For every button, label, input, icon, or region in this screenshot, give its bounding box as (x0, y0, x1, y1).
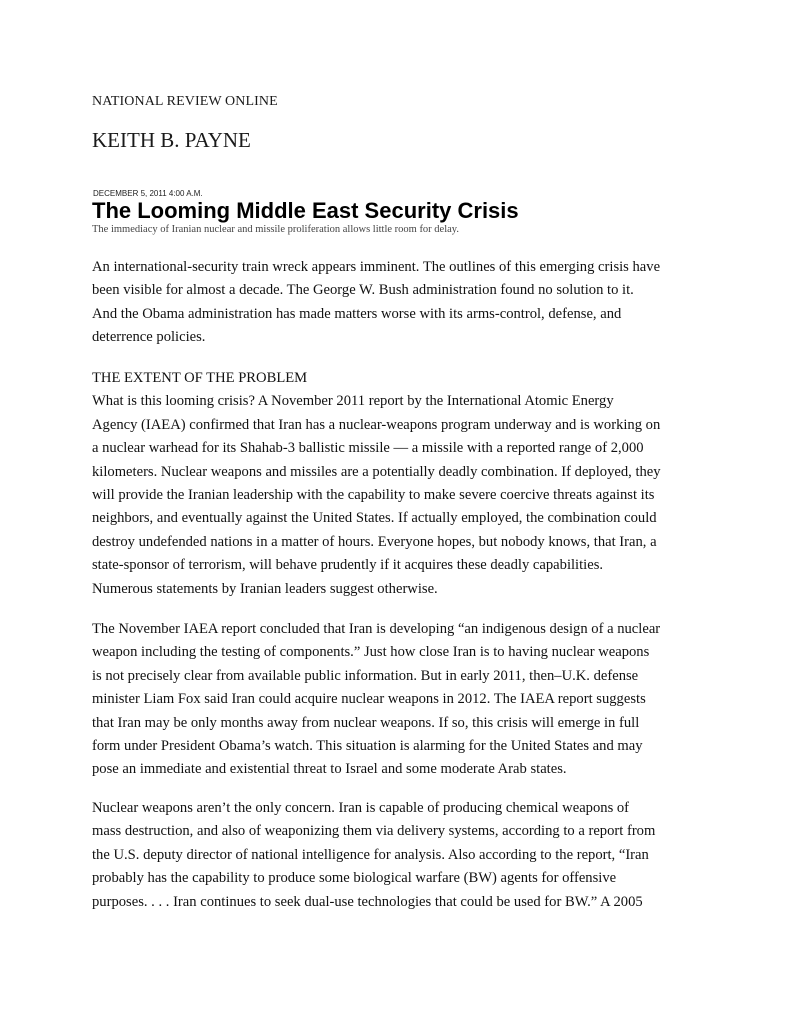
text-line: the U.S. deputy director of national intelligence for analysis. Also according to the report, “Iran (92, 846, 649, 863)
paragraph-iaea-report (92, 618, 712, 782)
text-line: neighbors, and eventually against the United States. If actually employed, the combination could (92, 510, 657, 527)
article-deck: The immediacy of Iranian nuclear and missile proliferation allows little room for delay. (92, 224, 459, 235)
text-line: minister Liam Fox said Iran could acquire nuclear weapons in 2012. The IAEA report suggests (92, 691, 646, 708)
text-line: pose an immediate and existential threat to Israel and some moderate Arab states. (92, 761, 567, 778)
text-line: that Iran may be only months away from nuclear weapons. If so, this crisis will emerge in full (92, 714, 640, 731)
text-line: purposes. . . . Iran continues to seek dual-use technologies that could be used for BW.” A 2005 (92, 893, 643, 910)
text-line: Agency (IAEA) confirmed that Iran has a nuclear-weapons program underway and is working on (92, 416, 661, 433)
text-line: And the Obama administration has made matters worse with its arms-control, defense, and (92, 305, 622, 322)
text-line: destroy undefended nations in a matter of hours. Everyone hopes, but nobody knows, that Iran, a (92, 533, 657, 550)
text-line: What is this looming crisis? A November 2011 report by the International Atomic Energy (92, 393, 614, 410)
article-headline: The Looming Middle East Security Crisis (92, 198, 519, 223)
text-line: deterrence policies. (92, 329, 206, 346)
text-line: weapon including the testing of components.” Just how close Iran is to having nuclear weapons (92, 644, 650, 661)
text-line: form under President Obama’s watch. This situation is alarming for the United States and may (92, 738, 643, 755)
dateline: DECEMBER 5, 2011 4:00 A.M. (93, 189, 203, 198)
text-line: mass destruction, and also of weaponizing them via delivery systems, according to a report from (92, 823, 656, 840)
text-line: state-sponsor of terrorism, will behave prudently if it acquires these deadly capabilities. (92, 557, 604, 574)
text-line: been visible for almost a decade. The George W. Bush administration found no solution to it. (92, 282, 634, 299)
text-line: is not precisely clear from available public information. But in early 2011, then–U.K. defense (92, 667, 639, 684)
text-line: Numerous statements by Iranian leaders suggest otherwise. (92, 580, 438, 597)
text-line: The November IAEA report concluded that Iran is developing “an indigenous design of a nuclear (92, 621, 661, 637)
section-heading: THE EXTENT OF THE PROBLEM (92, 370, 308, 386)
text-line: a nuclear warhead for its Shahab-3 ballistic missile — a missile with a reported range of 2,000 (92, 440, 644, 457)
publication-name: NATIONAL REVIEW ONLINE (92, 94, 278, 109)
text-line: An international-security train wreck appears imminent. The outlines of this emerging crisis have (92, 259, 661, 275)
paragraph-extent (92, 367, 712, 601)
text-line: Nuclear weapons aren’t the only concern. Iran is capable of producing chemical weapons of (92, 800, 630, 816)
text-line: kilometers. Nuclear weapons and missiles are a potentially deadly combination. If deployed, they (92, 463, 661, 480)
text-line: probably has the capability to produce some biological warfare (BW) agents for offensive (92, 870, 617, 887)
text-line: will provide the Iranian leadership with the capability to make severe coercive threats against its (92, 487, 655, 504)
paragraph-chemical-biological (92, 797, 712, 914)
author-name: KEITH B. PAYNE (92, 128, 251, 152)
paragraph-intro (92, 256, 712, 350)
